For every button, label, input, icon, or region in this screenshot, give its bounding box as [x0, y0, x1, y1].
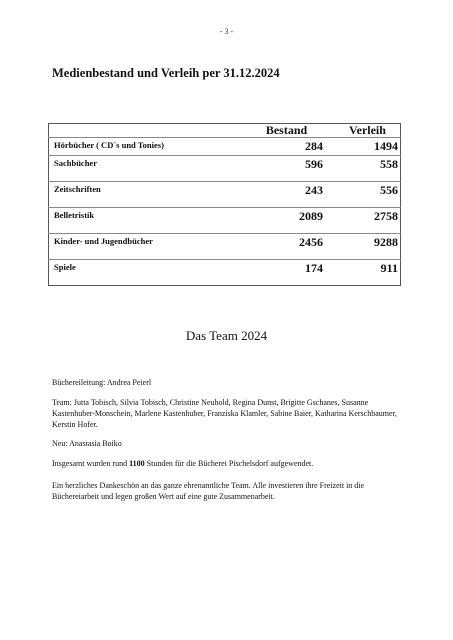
table-row [49, 138, 401, 156]
page-number: - 3 - [219, 27, 234, 36]
hours-text [52, 458, 402, 469]
header-verleih: Verleih [349, 123, 386, 137]
header-bestand: Bestand [265, 123, 308, 137]
hours-suffix: Stunden für die Bücherei Pischelsdorf aufgewendet. [144, 459, 314, 468]
row-bestand: 174 [238, 260, 335, 286]
row-bestand: 243 [238, 182, 335, 208]
table-row [49, 208, 401, 234]
row-verleih: 556 [335, 182, 401, 208]
row-bestand: 2089 [238, 208, 335, 234]
team-title: Das Team 2024 [185, 328, 268, 343]
hours-value: 1100 [129, 459, 145, 468]
header-category [49, 124, 239, 138]
media-stats-table [48, 123, 401, 286]
row-category: Sachbücher [49, 156, 239, 182]
stats-title: Medienbestand und Verleih per 31.12.2024 [52, 66, 280, 80]
thanks-text: Ein herzliches Dankeschön an das ganze ehrenamtliche Team. Alle investieren ihre Freizeit in die Büchereiarbeit und legen großen Wert auf eine gute Zusammenarbeit. [52, 481, 365, 501]
row-category: Zeitschriften [49, 182, 239, 208]
row-category: Hörbücher ( CD`s und Tonies) [49, 138, 239, 156]
table-row [49, 234, 401, 260]
table-row [49, 182, 401, 208]
row-category: Spiele [49, 260, 239, 286]
row-verleih: 9288 [335, 234, 401, 260]
row-verleih: 1494 [335, 138, 401, 156]
leitung-text: Büchereileitung: Andrea Peierl [52, 378, 152, 387]
new-member-text: Neu: Anastasia Boiko [52, 439, 122, 448]
row-verleih: 2758 [335, 208, 401, 234]
table-header-row [49, 124, 401, 138]
row-bestand: 596 [238, 156, 335, 182]
row-bestand: 284 [238, 138, 335, 156]
row-category: Belletristik [49, 208, 239, 234]
table-row [49, 260, 401, 286]
team-members-text: Team: Jutta Tobisch, Silvia Tobisch, Christine Neuhold, Regina Dunst, Brigitte Gschanes, Susanne Kastenhuber-Monschein, Marlene Kastenhuber, Franziska Klamler, Sabine Baier, Katharina Kerschbaumer, Kerstin Hofer. [52, 398, 397, 429]
row-verleih: 911 [335, 260, 401, 286]
table-row [49, 156, 401, 182]
row-category: Kinder- und Jugendbücher [49, 234, 239, 260]
row-bestand: 2456 [238, 234, 335, 260]
row-verleih: 558 [335, 156, 401, 182]
hours-prefix: Insgesamt wurden rund [52, 459, 130, 468]
